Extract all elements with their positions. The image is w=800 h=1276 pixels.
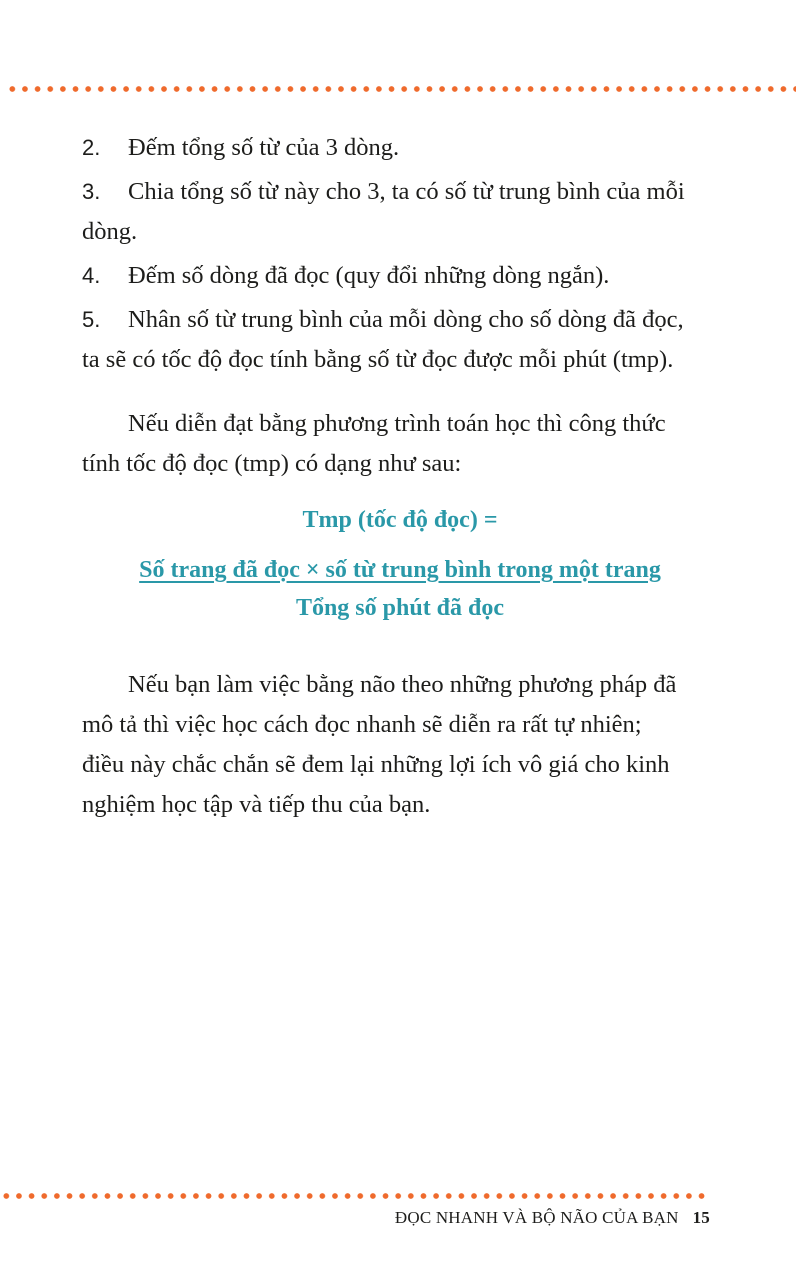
list-item [82,300,722,380]
closing-line: điều này chắc chắn sẽ đem lại những lợi ích vô giá cho kinh [82,751,670,778]
step-line: Chia tổng số từ này cho 3, ta có số từ trung bình của mỗi [128,178,685,205]
step-line-continued: ta sẽ có tốc độ đọc tính bằng số từ đọc được mỗi phút (tmp). [82,346,674,373]
page-footer [360,1208,710,1228]
step-number: 4. [82,263,101,288]
intro-paragraph [82,404,722,484]
list-item [82,256,722,296]
list-item [82,172,722,252]
running-title: ĐỌC NHANH VÀ BỘ NÃO CỦA BẠN [394,1208,679,1227]
step-line-continued: dòng. [82,218,138,245]
formula-title: Tmp (tốc độ đọc) = [302,507,498,533]
step-text [128,128,722,168]
formula-denominator: Tổng số phút đã đọc [295,595,505,621]
closing-paragraph [82,665,722,825]
intro-line: tính tốc độ đọc (tmp) có dạng như sau: [82,450,462,477]
top-dotted-rule [6,85,796,93]
step-text [82,172,722,252]
closing-line: nghiệm học tập và tiếp thu của bạn. [82,791,431,818]
step-number: 3. [82,179,101,204]
closing-line: mô tả thì việc học cách đọc nhanh sẽ diễn ra rất tự nhiên; [82,711,642,738]
formula-numerator: Số trang đã đọc × số từ trung bình trong một trang [139,557,661,583]
step-line: Nhân số từ trung bình của mỗi dòng cho số dòng đã đọc, [128,306,684,333]
closing-line: Nếu bạn làm việc bằng não theo những phương pháp đã [128,671,677,698]
step-text [82,300,722,380]
page-number: 15 [692,1208,710,1227]
step-number: 2. [82,135,101,160]
intro-line: Nếu diễn đạt bằng phương trình toán học thì công thức [128,410,666,437]
step-line: Đếm tổng số từ của 3 dòng. [128,134,400,161]
numbered-steps [82,128,722,484]
bottom-dotted-rule [0,1192,708,1200]
list-item [82,128,722,168]
step-line: Đếm số dòng đã đọc (quy đổi những dòng ngắn). [128,262,610,289]
step-number: 5. [82,307,101,332]
step-text [128,256,722,296]
